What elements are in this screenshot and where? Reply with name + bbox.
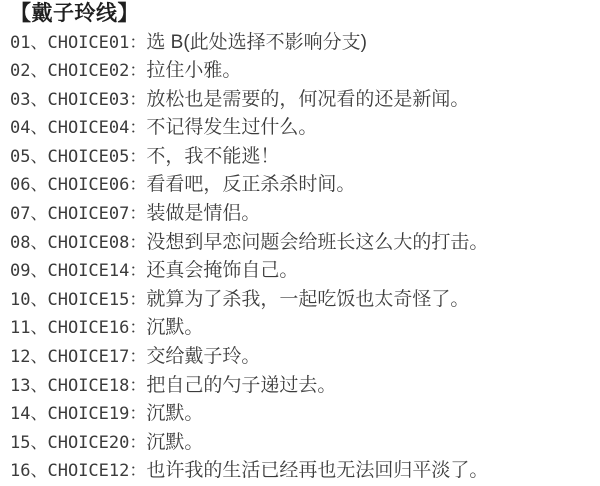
choice-code: CHOICE02： bbox=[47, 61, 147, 82]
choice-line bbox=[10, 286, 600, 315]
choice-code: CHOICE05： bbox=[47, 146, 147, 167]
choice-text: 选 B(此处选择不影响分支) bbox=[146, 31, 367, 53]
line-number: 04、 bbox=[10, 118, 48, 139]
choice-text: 不记得发生过什么。 bbox=[146, 117, 318, 139]
choice-text: 沉默。 bbox=[146, 317, 204, 339]
choice-text: 沉默。 bbox=[146, 403, 204, 425]
choice-code: CHOICE06： bbox=[47, 175, 147, 196]
choice-code: CHOICE15： bbox=[47, 289, 147, 310]
choice-line bbox=[10, 314, 600, 343]
choice-line bbox=[10, 86, 600, 115]
choice-text: 看看吧，反正杀杀时间。 bbox=[146, 174, 356, 196]
choice-code: CHOICE19： bbox=[47, 404, 147, 425]
choice-text: 就算为了杀我，一起吃饭也太奇怪了。 bbox=[146, 288, 470, 310]
choice-text: 把自己的勺子递过去。 bbox=[146, 374, 337, 396]
choice-code: CHOICE18： bbox=[47, 375, 147, 396]
choice-code: CHOICE03： bbox=[47, 89, 147, 110]
page-title: 【戴子玲线】 bbox=[10, 2, 139, 25]
choice-line bbox=[10, 57, 600, 86]
choice-code: CHOICE20： bbox=[47, 432, 147, 453]
choice-line bbox=[10, 429, 600, 458]
line-number: 12、 bbox=[10, 346, 48, 367]
choice-text: 没想到早恋问题会给班长这么大的打击。 bbox=[146, 231, 489, 253]
line-number: 15、 bbox=[10, 432, 48, 453]
choice-code: CHOICE04： bbox=[47, 118, 147, 139]
choice-line bbox=[10, 143, 600, 172]
choice-code: CHOICE16： bbox=[47, 318, 147, 339]
line-number: 09、 bbox=[10, 261, 48, 282]
choice-line bbox=[10, 200, 600, 229]
choice-line bbox=[10, 229, 600, 258]
choice-line bbox=[10, 114, 600, 143]
choice-text: 拉住小雅。 bbox=[146, 60, 242, 82]
choice-text: 还真会掩饰自己。 bbox=[146, 260, 299, 282]
choice-text: 不，我不能逃！ bbox=[146, 145, 280, 167]
choice-text: 装做是情侣。 bbox=[146, 203, 261, 225]
line-number: 06、 bbox=[10, 175, 48, 196]
choice-line bbox=[10, 372, 600, 401]
choice-text: 交给戴子玲。 bbox=[146, 345, 261, 367]
line-number: 10、 bbox=[10, 289, 48, 310]
choice-line bbox=[10, 29, 600, 58]
choice-code: CHOICE17： bbox=[47, 346, 147, 367]
choice-line bbox=[10, 343, 600, 372]
choice-text: 也许我的生活已经再也无法回归平淡了。 bbox=[146, 460, 489, 482]
choice-line bbox=[10, 171, 600, 200]
line-number: 16、 bbox=[10, 461, 48, 482]
line-number: 14、 bbox=[10, 404, 48, 425]
choice-code: CHOICE14： bbox=[47, 261, 147, 282]
choice-code: CHOICE08： bbox=[47, 232, 147, 253]
choice-code: CHOICE01： bbox=[47, 32, 147, 53]
choice-text: 沉默。 bbox=[146, 431, 204, 453]
choice-line bbox=[10, 400, 600, 429]
line-number: 02、 bbox=[10, 61, 48, 82]
line-number: 05、 bbox=[10, 146, 48, 167]
line-number: 08、 bbox=[10, 232, 48, 253]
choice-line bbox=[10, 457, 600, 486]
line-number: 01、 bbox=[10, 32, 48, 53]
line-number: 11、 bbox=[10, 318, 48, 339]
line-number: 03、 bbox=[10, 89, 48, 110]
choice-code: CHOICE07： bbox=[47, 204, 147, 225]
line-number: 07、 bbox=[10, 204, 48, 225]
choice-text: 放松也是需要的，何况看的还是新闻。 bbox=[146, 88, 470, 110]
choice-code: CHOICE12： bbox=[47, 461, 147, 482]
line-number: 13、 bbox=[10, 375, 48, 396]
choice-line bbox=[10, 257, 600, 286]
